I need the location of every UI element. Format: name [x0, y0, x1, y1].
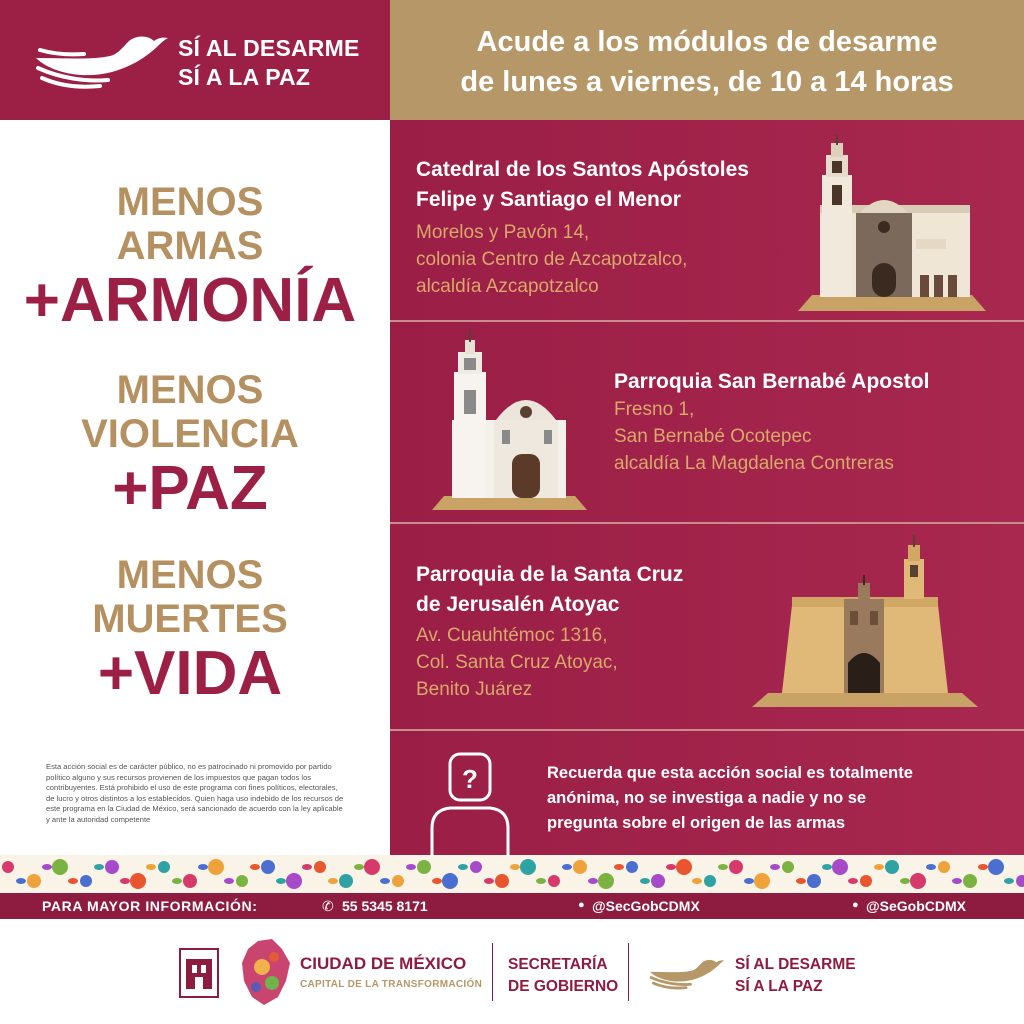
pattern-flower — [626, 861, 638, 873]
pattern-flower — [314, 861, 326, 873]
location-3-address — [416, 622, 618, 703]
pattern-leaf — [848, 878, 858, 884]
pattern-flower — [27, 874, 41, 888]
pattern-flower — [286, 873, 302, 889]
location-title-line: Felipe y Santiago el Menor — [416, 188, 681, 211]
pattern-flower — [910, 873, 926, 889]
pattern-flower — [470, 861, 482, 873]
location-1-title — [416, 155, 749, 215]
pattern-leaf — [510, 864, 520, 870]
pattern-leaf — [94, 864, 104, 870]
footer-divider — [492, 943, 493, 1001]
contact-bar — [0, 893, 1024, 919]
location-title-line: de Jerusalén Atoyac — [416, 593, 620, 616]
schedule-line-1: Acude a los módulos de desarme — [476, 26, 938, 58]
pattern-flower — [573, 860, 587, 874]
pattern-flower — [261, 860, 275, 874]
slogan-line: VIOLENCIA — [81, 412, 299, 456]
pattern-leaf — [250, 864, 260, 870]
pattern-leaf — [302, 864, 312, 870]
pattern-flower — [2, 861, 14, 873]
slogan-plus: +ARMONÍA — [23, 266, 357, 335]
pattern-flower — [392, 875, 404, 887]
phone-icon: ✆ — [322, 898, 334, 914]
pattern-flower — [495, 874, 509, 888]
pattern-leaf — [406, 864, 416, 870]
pattern-flower — [938, 861, 950, 873]
pattern-leaf — [432, 878, 442, 884]
san-bernabe-illustration — [432, 330, 587, 514]
legal-disclaimer: Esta acción social es de carácter público, no es patrocinado ni promovido por partido político alguno y sus recursos provienen de los impuestos que pagan todos los contribuyentes. Está prohibido el uso de este programa con fines políticos, electorales, de lucro y otros distintos a los establecidos. Quien haga uso indebido de los recursos de este programa en la Ciudad de México, será sancionado de acuerdo con la ley aplicable y ante la autoridad competente — [46, 762, 344, 824]
address-line: colonia Centro de Azcapotzalco, — [416, 249, 688, 270]
reminder-line: pregunta sobre el origen de las armas — [547, 814, 846, 832]
pattern-flower — [236, 875, 248, 887]
cathedral-illustration — [798, 135, 986, 315]
pattern-flower — [676, 859, 692, 875]
pattern-leaf — [900, 878, 910, 884]
slogan-violencia — [0, 368, 380, 522]
address-line: Av. Cuauhtémoc 1316, — [416, 625, 608, 646]
pattern-flower — [1016, 875, 1024, 887]
pattern-leaf — [978, 864, 988, 870]
pattern-flower — [651, 874, 665, 888]
location-title-line: Parroquia San Bernabé Apostol — [614, 370, 930, 393]
cdmx-map-icon — [238, 937, 294, 1007]
pattern-flower — [548, 875, 560, 887]
slogan-muertes — [0, 553, 380, 707]
address-line: alcaldía Azcapotzalco — [416, 276, 599, 297]
pattern-leaf — [328, 878, 338, 884]
pattern-leaf — [770, 864, 780, 870]
cdmx-subtitle: CAPITAL DE LA TRANSFORMACIÓN — [300, 979, 483, 990]
footer-brand-text — [735, 954, 856, 998]
address-line: alcaldía La Magdalena Contreras — [614, 453, 894, 474]
pattern-flower — [130, 873, 146, 889]
address-line: San Bernabé Ocotepec — [614, 426, 812, 447]
pattern-flower — [598, 873, 614, 889]
address-line: Morelos y Pavón 14, — [416, 222, 590, 243]
pattern-leaf — [16, 878, 26, 884]
location-1-address — [416, 219, 687, 300]
pattern-leaf — [1004, 878, 1014, 884]
slogan-plus: +PAZ — [112, 454, 268, 523]
location-2-address — [614, 396, 894, 477]
pattern-leaf — [276, 878, 286, 884]
pattern-leaf — [562, 864, 572, 870]
address-line: Fresno 1, — [614, 399, 695, 420]
pattern-flower — [105, 860, 119, 874]
cdmx-shield-icon — [178, 947, 220, 999]
reminder-line: Recuerda que esta acción social es totalmente — [547, 764, 913, 782]
pattern-flower — [729, 860, 743, 874]
location-title-line: Catedral de los Santos Apóstoles — [416, 158, 749, 181]
pattern-leaf — [380, 878, 390, 884]
pattern-flower — [807, 874, 821, 888]
location-2-title — [614, 367, 929, 397]
pattern-leaf — [224, 878, 234, 884]
footer-brand-line: SÍ AL DESARME — [735, 956, 856, 973]
pattern-leaf — [588, 878, 598, 884]
pattern-leaf — [874, 864, 884, 870]
pattern-leaf — [484, 878, 494, 884]
secretaria-line: SECRETARÍA — [508, 956, 608, 973]
pattern-flower — [208, 859, 224, 875]
secretaria-line: DE GOBIERNO — [508, 978, 619, 995]
pattern-flower — [80, 875, 92, 887]
contact-label: PARA MAYOR INFORMACIÓN: — [42, 898, 258, 914]
pattern-flower — [782, 861, 794, 873]
pattern-leaf — [822, 864, 832, 870]
footer-brand-line: SÍ A LA PAZ — [735, 978, 823, 995]
pattern-flower — [885, 860, 899, 874]
pattern-leaf — [952, 878, 962, 884]
pattern-flower — [183, 874, 197, 888]
address-line: Col. Santa Cruz Atoyac, — [416, 652, 618, 673]
location-title-line: Parroquia de la Santa Cruz — [416, 563, 684, 586]
phone-number[interactable]: 55 5345 8171 — [342, 898, 428, 914]
pattern-flower — [520, 859, 536, 875]
pattern-leaf — [458, 864, 468, 870]
pattern-leaf — [640, 878, 650, 884]
pattern-flower — [963, 874, 977, 888]
pattern-leaf — [172, 878, 182, 884]
slogan-armas — [0, 180, 380, 334]
pattern-flower — [442, 873, 458, 889]
pattern-leaf — [536, 878, 546, 884]
twitter-handle[interactable]: @SeGobCDMX — [866, 898, 966, 914]
svg-text:?: ? — [462, 764, 478, 794]
slogan-line: MENOS — [116, 553, 264, 597]
pattern-flower — [339, 874, 353, 888]
address-line: Benito Juárez — [416, 679, 533, 700]
brand-line-1: SÍ AL DESARME — [178, 35, 360, 61]
pattern-flower — [158, 861, 170, 873]
pattern-leaf — [146, 864, 156, 870]
pattern-leaf — [68, 878, 78, 884]
reminder-line: anónima, no se investiga a nadie y no se — [547, 789, 867, 807]
pattern-flower — [704, 875, 716, 887]
brand-line-2: SÍ A LA PAZ — [178, 64, 311, 90]
floral-pattern-graphic — [0, 855, 1024, 893]
slogan-line: MENOS — [116, 368, 264, 412]
twitter-icon: ● — [852, 899, 859, 911]
slogan-plus: +VIDA — [97, 639, 283, 708]
dove-hand-icon — [30, 28, 170, 92]
pattern-leaf — [198, 864, 208, 870]
pattern-leaf — [926, 864, 936, 870]
pattern-flower — [417, 860, 431, 874]
pattern-flower — [860, 875, 872, 887]
footer — [0, 919, 1024, 1024]
location-3-title — [416, 560, 683, 620]
anonymous-person-icon — [428, 750, 512, 855]
pattern-flower — [754, 873, 770, 889]
pattern-leaf — [718, 864, 728, 870]
pattern-leaf — [692, 878, 702, 884]
embroidery-pattern — [0, 855, 1024, 893]
dove-hand-icon — [644, 955, 728, 991]
pattern-flower — [988, 859, 1004, 875]
pattern-leaf — [614, 864, 624, 870]
schedule-line-2: de lunes a viernes, de 10 a 14 horas — [460, 66, 954, 98]
facebook-icon: ● — [578, 899, 585, 911]
facebook-handle[interactable]: @SecGobCDMX — [592, 898, 700, 914]
slogan-line: ARMAS — [116, 224, 264, 268]
cdmx-title: CIUDAD DE MÉXICO — [300, 954, 467, 973]
pattern-leaf — [354, 864, 364, 870]
pattern-leaf — [120, 878, 130, 884]
pattern-flower — [52, 859, 68, 875]
pattern-leaf — [666, 864, 676, 870]
pattern-flower — [364, 859, 380, 875]
slogan-line: MUERTES — [92, 597, 288, 641]
santa-cruz-illustration — [752, 535, 978, 711]
pattern-flower — [832, 859, 848, 875]
pattern-leaf — [744, 878, 754, 884]
anonymity-reminder — [547, 761, 987, 836]
brand-logo-text — [178, 34, 360, 92]
footer-divider — [628, 943, 629, 1001]
pattern-leaf — [42, 864, 52, 870]
schedule-text — [390, 22, 1024, 102]
secretaria-logo-text — [508, 954, 618, 998]
pattern-leaf — [796, 878, 806, 884]
slogan-line: MENOS — [116, 180, 264, 224]
